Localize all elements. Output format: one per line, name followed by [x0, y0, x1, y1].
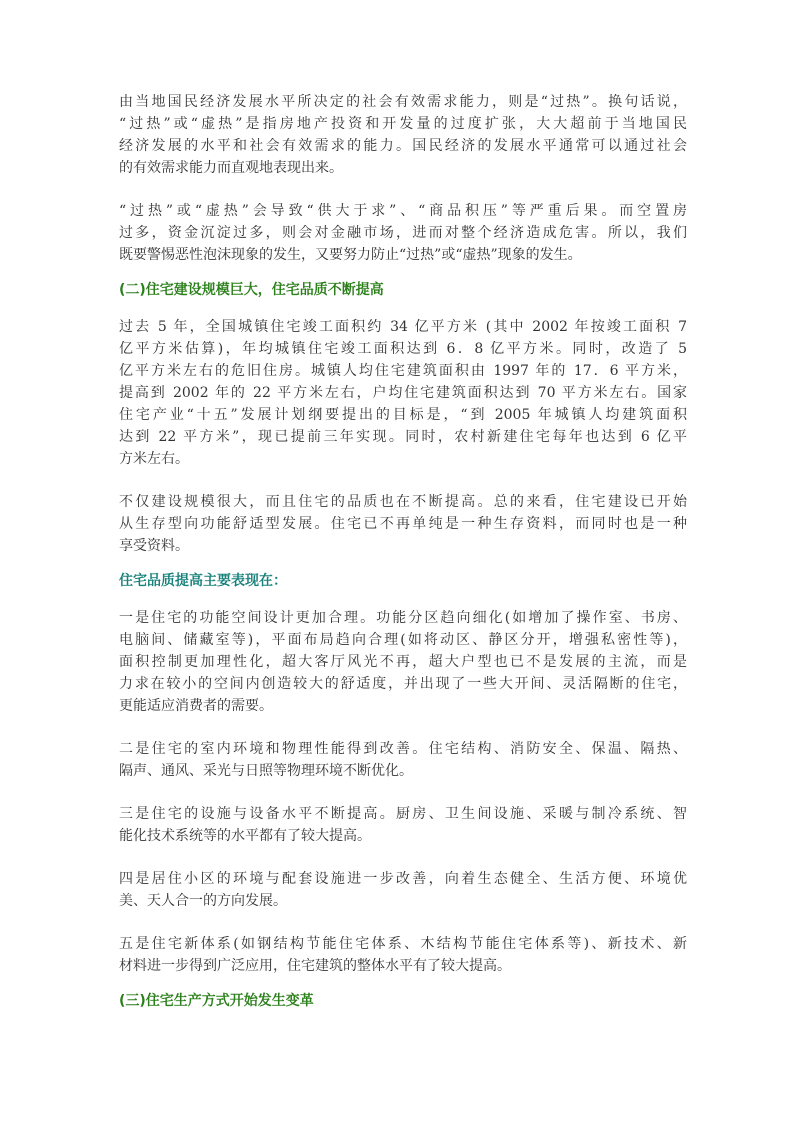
text-line: “过热”或“虚热”会导致“供大于求”、“商品积压”等严重后果。而空置房	[119, 203, 687, 219]
text-line: 亿平方米左右的危旧住房。城镇人均住宅建筑面积由 1997 年的 17．6 平方米，	[119, 363, 687, 379]
text-line: 过多，资金沉淀过多，则会对金融市场，进而对整个经济造成危害。所以，我们	[119, 225, 687, 241]
text-line: 面积控制更加理性化，超大客厅风光不再，超大户型也已不是发展的主流，而是	[119, 654, 687, 670]
text-line: 美、天人合一的方向发展。	[119, 893, 287, 909]
text-line: 享受资料。	[119, 538, 189, 554]
document-body	[119, 91, 687, 1027]
text-line: 经济发展的水平和社会有效需求的能力。国民经济的发展水平通常可以通过社会	[119, 138, 687, 154]
text-line: 达到 22 平方米”，现已提前三年实现。同时，农村新建住宅每年也达到 6 亿平	[119, 429, 687, 445]
paragraph	[119, 868, 687, 912]
text-line: 由当地国民经济发展水平所决定的社会有效需求能力，则是“过热”。换句话说，	[119, 94, 687, 110]
paragraph	[119, 738, 687, 782]
text-line: 更能适应消费者的需要。	[119, 698, 273, 714]
text-line: 亿平方米估算)，年均城镇住宅竣工面积达到 6．8 亿平方米。同时，改造了 5	[119, 341, 687, 357]
text-line: 住宅产业“十五”发展计划纲要提出的目标是，“到 2005 年城镇人均建筑面积	[119, 407, 687, 423]
text-line: 材料进一步得到广泛应用，住宅建筑的整体水平有了较大提高。	[119, 958, 511, 974]
text-line: 三是住宅的设施与设备水平不断提高。厨房、卫生间设施、采暖与制冷系统、智	[119, 806, 687, 822]
text-line: 既要警惕恶性泡沫现象的发生，又要努力防止“过热”或“虚热”现象的发生。	[119, 247, 582, 263]
text-line: 二是住宅的室内环境和物理性能得到改善。住宅结构、消防安全、保温、隔热、	[119, 741, 687, 757]
text-line: 不仅建设规模很大，而且住宅的品质也在不断提高。总的来看，住宅建设已开始	[119, 494, 687, 510]
paragraph	[119, 200, 687, 266]
text-line: 方米左右。	[119, 451, 189, 467]
section-heading: (二)住宅建设规模巨大，住宅品质不断提高	[119, 282, 384, 298]
text-line: 过去 5 年，全国城镇住宅竣工面积约 34 亿平方米 (其中 2002 年按竣工面积 7	[119, 319, 687, 335]
text-line: 能化技术系统等的水平都有了较大提高。	[119, 828, 371, 844]
text-line: 五是住宅新体系(如钢结构节能住宅体系、木结构节能住宅体系等)、新技术、新	[119, 936, 687, 952]
text-line: 电脑间、储藏室等)，平面布局趋向合理(如将动区、静区分开，增强私密性等)，	[119, 632, 687, 648]
text-line: 力求在较小的空间内创造较大的舒适度，并出现了一些大开间、灵活隔断的住宅，	[119, 676, 687, 692]
text-line: 隔声、通风、采光与日照等物理环境不断优化。	[119, 763, 413, 779]
paragraph	[119, 803, 687, 847]
paragraph	[119, 933, 687, 977]
section-heading: (三)住宅生产方式开始发生变革	[119, 993, 314, 1009]
text-line: 提高到 2002 年的 22 平方米左右，户均住宅建筑面积达到 70 平方米左右。国家	[119, 385, 687, 401]
paragraph	[119, 91, 687, 179]
text-line: 一是住宅的功能空间设计更加合理。功能分区趋向细化(如增加了操作室、书房、	[119, 610, 687, 626]
text-line: “过热”或“虚热”是指房地产投资和开发量的过度扩张，大大超前于当地国民	[119, 116, 687, 132]
paragraph	[119, 316, 687, 470]
text-line: 四是居住小区的环境与配套设施进一步改善，向着生态健全、生活方便、环境优	[119, 871, 687, 887]
text-line: 从生存型向功能舒适型发展。住宅已不再单纯是一种生存资料，而同时也是一种	[119, 516, 687, 532]
paragraph	[119, 607, 687, 717]
paragraph	[119, 491, 687, 557]
text-line: 的有效需求能力而直观地表现出来。	[119, 160, 343, 176]
section-heading: 住宅品质提高主要表现在：	[119, 573, 287, 589]
